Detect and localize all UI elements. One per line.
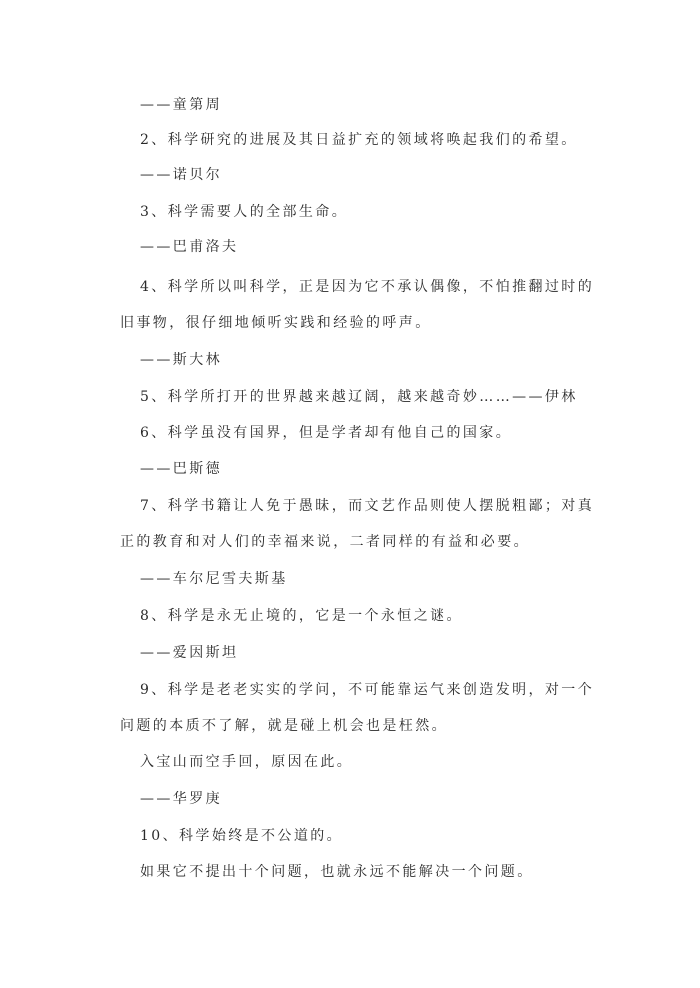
quote-line: 3、科学需要人的全部生命。: [140, 204, 349, 220]
quote-line-continuation: 问题的本质不了解，就是碰上机会也是枉然。: [120, 718, 448, 734]
quote-attribution: ——诺贝尔: [140, 167, 222, 183]
quote-attribution: ——巴甫洛夫: [140, 239, 239, 255]
quote-line: 7、科学书籍让人免于愚昧，而文艺作品则使人摆脱粗鄙；对真: [140, 498, 595, 514]
quote-line: 4、科学所以叫科学，正是因为它不承认偶像，不怕推翻过时的: [140, 279, 595, 295]
quote-line: 2、科学研究的进展及其日益扩充的领域将唤起我们的希望。: [140, 132, 578, 148]
quote-line: 9、科学是老老实实的学问，不可能靠运气来创造发明，对一个: [140, 682, 595, 698]
quote-attribution: ——车尔尼雪夫斯基: [140, 571, 288, 587]
quote-line: 入宝山而空手回，原因在此。: [140, 754, 354, 770]
quote-line: 6、科学虽没有国界，但是学者却有他自己的国家。: [140, 425, 513, 441]
quote-line: 5、科学所打开的世界越来越辽阔，越来越奇妙……——伊林: [140, 389, 578, 405]
quote-attribution: ——爱因斯坦: [140, 645, 239, 661]
quote-attribution: ——巴斯德: [140, 461, 222, 477]
quote-attribution: ——童第周: [140, 97, 222, 113]
quote-line-continuation: 旧事物，很仔细地倾听实践和经验的呼声。: [120, 315, 432, 331]
quote-line-continuation: 正的教育和对人们的幸福来说，二者同样的有益和必要。: [120, 534, 530, 550]
quote-attribution: ——华罗庚: [140, 791, 222, 807]
quote-line: 如果它不提出十个问题，也就永远不能解决一个问题。: [140, 864, 534, 880]
quote-line: 10、科学始终是不公道的。: [140, 828, 344, 844]
quote-line: 8、科学是永无止境的，它是一个永恒之谜。: [140, 608, 463, 624]
quote-attribution: ——斯大林: [140, 352, 222, 368]
